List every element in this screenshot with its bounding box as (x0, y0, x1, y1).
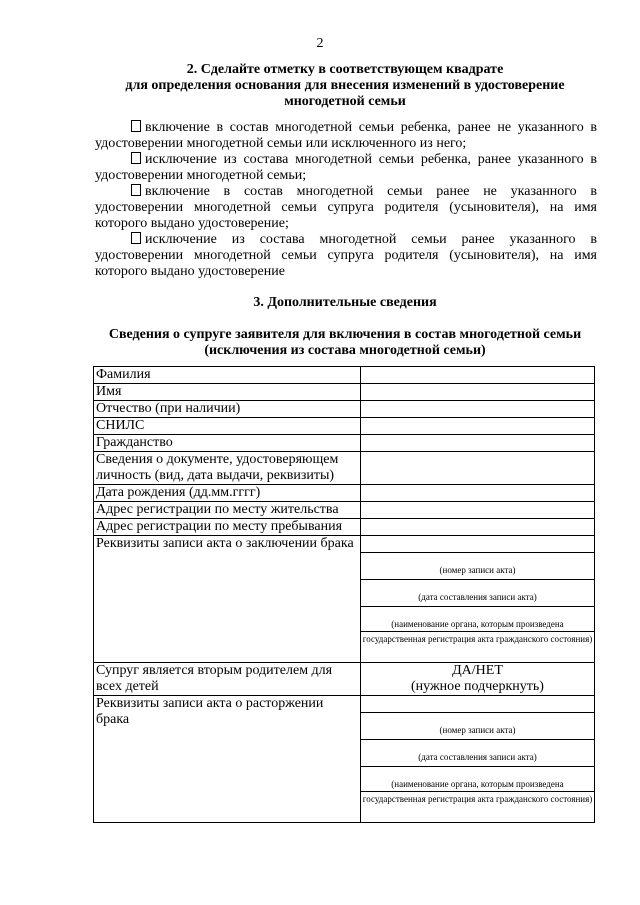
hint-organ: (наименование органа, которым произведена (361, 767, 594, 792)
row-label: Реквизиты записи акта о заключении брака (94, 536, 361, 663)
spouse-info-table (93, 366, 595, 823)
section-3-title: 3. Дополнительные сведения (253, 295, 437, 310)
hint-organ: (наименование органа, которым произведена (361, 607, 594, 632)
section-3-subtitle: Сведения о супруге заявителя для включения в состав многодетной семьи (исключения из состава многодетной семьи) (108, 327, 582, 358)
table-row (94, 367, 595, 384)
table-row (94, 696, 595, 823)
yes-no-hint: (нужное подчеркнуть) (411, 679, 544, 694)
value-cell[interactable] (361, 519, 595, 536)
table-row (94, 519, 595, 536)
yes-no-cell[interactable] (361, 663, 595, 696)
checkbox-icon[interactable] (131, 184, 141, 196)
table-row (94, 485, 595, 502)
row-label: Адрес регистрации по месту пребывания (94, 519, 361, 536)
row-label: Имя (94, 384, 361, 401)
table-row (94, 401, 595, 418)
table-row (94, 536, 595, 663)
row-label: Фамилия (94, 367, 361, 384)
value-cell[interactable] (361, 452, 595, 485)
table-row (94, 452, 595, 485)
row-label: Гражданство (94, 435, 361, 452)
row-label: СНИЛС (94, 418, 361, 435)
value-cell[interactable] (361, 401, 595, 418)
options-list (95, 120, 597, 280)
row-label: Супруг является вторым родителем для всех детей (94, 663, 361, 696)
marriage-record-cell[interactable] (361, 536, 595, 663)
hint-record-date: (дата составления записи акта) (361, 740, 594, 767)
table-row (94, 663, 595, 696)
value-cell[interactable] (361, 384, 595, 401)
checkbox-icon[interactable] (131, 120, 141, 132)
row-label: Адрес регистрации по месту жительства (94, 502, 361, 519)
row-label: Реквизиты записи акта о расторжении брака (94, 696, 361, 823)
hint-organ-2: государственная регистрация акта гражданского состояния) (362, 634, 593, 644)
hint-record-number: (номер записи акта) (361, 553, 594, 580)
value-cell[interactable] (361, 502, 595, 519)
row-label: Дата рождения (дд.мм.гггг) (94, 485, 361, 502)
option-item: включение в состав многодетной семьи ребенка, ранее не указанного в удостоверении многодетной семьи или исключенного из него; (95, 120, 597, 151)
table-row (94, 418, 595, 435)
divorce-record-cell[interactable] (361, 696, 595, 823)
value-cell[interactable] (361, 435, 595, 452)
value-cell[interactable] (361, 485, 595, 502)
option-item: исключение из состава многодетной семьи ребенка, ранее указанного в удостоверении многодетной семьи; (95, 152, 597, 183)
section-2-title: 2. Сделайте отметку в соответствующем квадрате для определения основания для внесения изменений в удостоверение многодетной семьи (125, 62, 565, 109)
hint-record-date: (дата составления записи акта) (361, 580, 594, 607)
table-row (94, 384, 595, 401)
value-cell[interactable] (361, 418, 595, 435)
row-label: Сведения о документе, удостоверяющем личность (вид, дата выдачи, реквизиты) (94, 452, 361, 485)
checkbox-icon[interactable] (131, 152, 141, 164)
hint-organ-2: государственная регистрация акта гражданского состояния) (362, 794, 593, 804)
table-row (94, 435, 595, 452)
option-item: исключение из состава многодетной семьи ранее указанного в удостоверении многодетной семьи супруга родителя (усыновителя), на имя которого выдано удостоверение (95, 232, 597, 279)
checkbox-icon[interactable] (131, 232, 141, 244)
yes-no-value: ДА/НЕТ (452, 663, 503, 678)
hint-record-number: (номер записи акта) (361, 713, 594, 740)
table-row (94, 502, 595, 519)
row-label: Отчество (при наличии) (94, 401, 361, 418)
page-number: 2 (316, 36, 324, 51)
value-cell[interactable] (361, 367, 595, 384)
option-item: включение в состав многодетной семьи ранее не указанного в удостоверении многодетной семьи супруга родителя (усыновителя), на имя которого выдано удостоверение; (95, 184, 597, 231)
